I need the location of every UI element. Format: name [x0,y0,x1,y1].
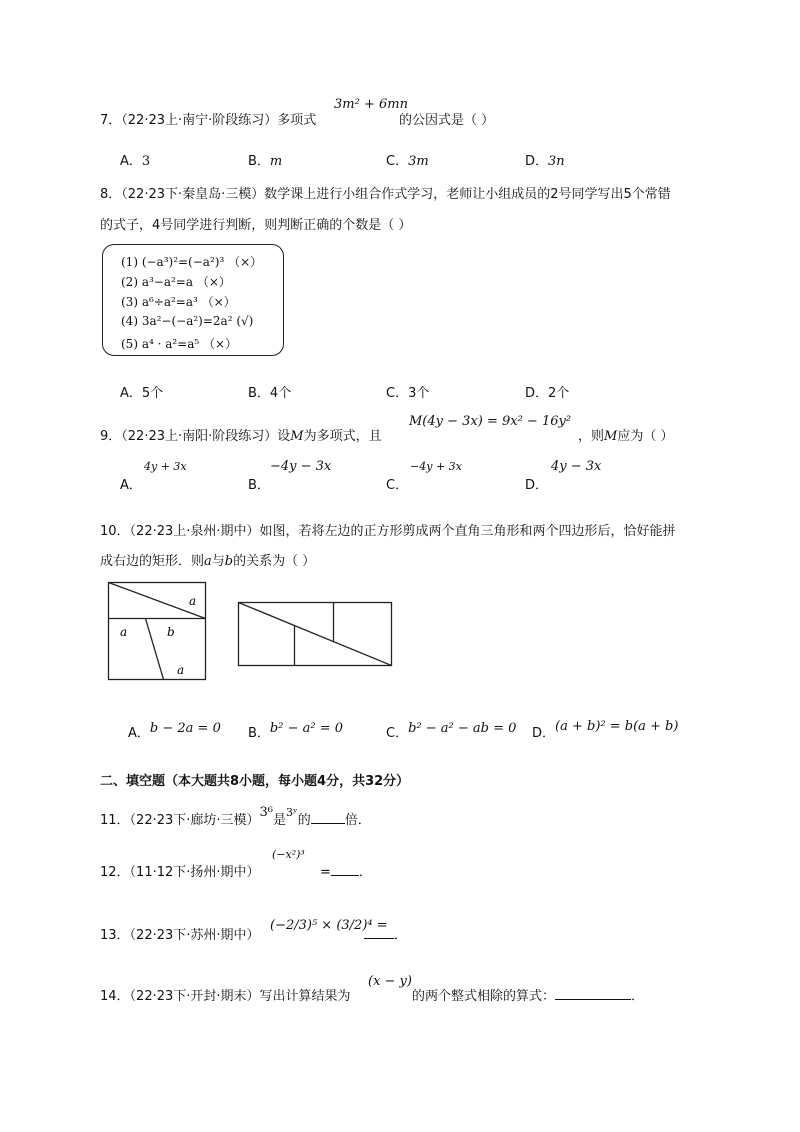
q9-number: 9． [100,429,122,444]
q8-item-2: (2) a³−a²=a （×） [121,275,231,289]
q10-option-a[interactable]: A．b − 2a = 0 [128,721,221,741]
q14-answer-blank[interactable] [555,985,631,1000]
q8-judgement-box [102,244,284,356]
q8-option-c[interactable]: C．3个 [386,386,430,401]
q8-number: 8． [100,187,122,202]
q8-option-b[interactable]: B．4个 [248,386,292,401]
q14-line: 14．（22·23下·开封·期末）写出计算结果为 [100,989,351,1004]
q10-option-b[interactable]: B．b² − a² = 0 [248,721,344,741]
q7-option-b[interactable]: B．m [248,154,283,169]
q8-item-5: (5) a⁴ · a²=a⁵ （×） [121,337,238,351]
q7-text-pre: 多项式 [277,113,317,128]
q14-expression: (x − y) [368,974,412,989]
q13-expression: (−2/3)⁵ × (3/2)⁴ = [270,918,388,933]
label-a-left: a [120,625,128,639]
q11-number: 11． [100,813,130,828]
q9-source: （22·23上·南阳·阶段练习） [121,429,278,444]
q12-answer-line: = ． [320,861,372,880]
q7-number: 7． [100,113,122,128]
q8-option-a[interactable]: A．5个 [120,386,164,401]
label-a-bottom: a [177,663,185,677]
q7-source: （22·23上·南宁·阶段练习） [121,113,278,128]
q13-answer-line: ． [364,924,407,943]
q10-number: 10． [100,524,130,539]
q12-source: （11·12下·扬州·期中） [129,865,260,880]
q10-figure [100,580,400,690]
q7-option-a[interactable]: A．3 [120,154,151,169]
q10-stem-line1: 10．（22·23上·泉州·期中）如图，若将左边的正方形剪成两个直角三角形和两个四边形后，恰好能拼 [100,524,676,539]
q8-item-3: (3) a⁶÷a²=a³ （×） [121,295,236,309]
q7-option-d[interactable]: D．3n [525,154,565,169]
q8-item-4: (4) 3a²−(−a²)=2a² (√) [121,314,254,328]
q9-expression: M(4y − 3x) = 9x² − 16y² [409,414,572,429]
section-title-fill-in: 二、填空题（本大题共8小题，每小题4分，共32分） [100,774,410,789]
q12-answer-blank[interactable] [331,861,359,876]
q14-number: 14． [100,989,130,1004]
q14-source: （22·23下·开封·期末） [129,989,260,1004]
q14-answer-line: 的两个整式相除的算式： ． [412,985,644,1004]
right-rectangle [239,603,392,666]
q7-expression: 3m² + 6mn [334,97,408,112]
q13-answer-blank[interactable] [364,924,394,939]
q13-source: （22·23下·苏州·期中） [129,928,260,943]
q8-item-1: (1) (−a³)²=(−a²)³ （×） [121,255,263,269]
q12-line [100,861,260,880]
q8-option-d[interactable]: D．2个 [525,386,570,401]
q11-source: （22·23下·廊坊·三模） [129,813,260,828]
q11-expr2: 3ʸ [286,806,298,819]
q8-stem-line2: 的式子，4号同学进行判断，则判断正确的个数是（ ） [100,218,412,233]
q11-line: 11．（22·23下·廊坊·三模）3⁶是$^{3ʸ}$的 倍． [100,805,371,828]
q10-option-d[interactable]: D．(a + b)² = b(a + b) [532,719,679,741]
q7-text-post: 的公因式是（ ） [399,113,495,128]
q7-option-c[interactable]: C．3m [386,154,429,169]
q13-line [100,924,260,943]
q9-stem: 9．（22·23上·南阳·阶段练习）设M为多项式，且 [100,429,382,444]
q10-source: （22·23上·泉州·期中） [129,524,260,539]
q10-stem-line2: 成右边的矩形．则a与b的关系为（ ） [100,554,316,569]
q10-option-c[interactable]: C．b² − a² − ab = 0 [386,721,517,741]
label-a-top: a [189,594,197,608]
q7-stem [100,109,316,128]
q8-stem-line1: 8．（22·23下·秦皇岛·三模）数学课上进行小组合作式学习，老师让小组成员的2号同学写出5个常错 [100,187,671,202]
q11-expr1: 3⁶ [259,805,274,820]
q12-expression: (−x²)³ [272,848,305,861]
q9-text-post: ，则M应为（ ） [578,429,674,444]
q12-number: 12． [100,865,130,880]
q8-source: （22·23下·秦皇岛·三模） [121,187,265,202]
q11-answer-blank[interactable] [311,809,345,824]
label-b: b [167,625,175,639]
q13-number: 13． [100,928,130,943]
